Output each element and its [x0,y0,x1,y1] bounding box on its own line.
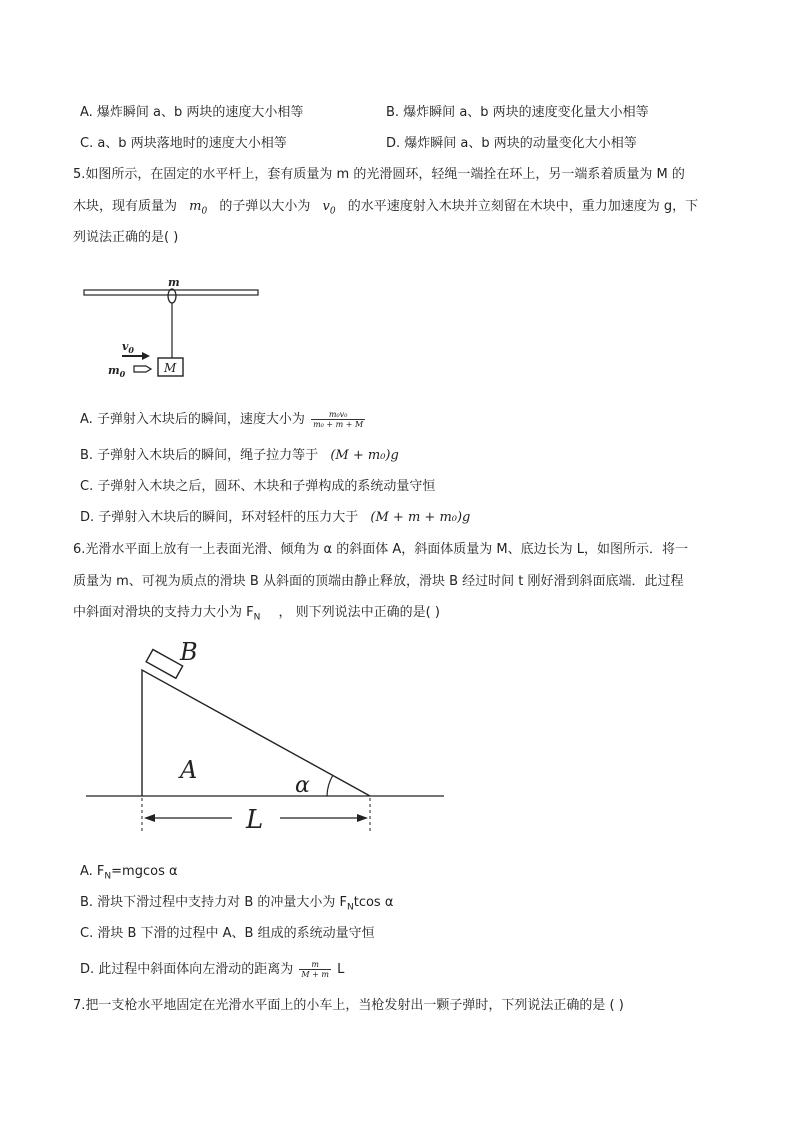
q5-stem-text-c: 的水平速度射入木块并立刻留在木块中，重力加速度为 g，下 [347,199,699,214]
dimension-arrow-left [144,814,155,822]
q7-stem: 7.把一支枪水平地固定在光滑水平面上的小车上，当枪发射出一颗子弹时，下列说法正确的是 ( ) [73,998,624,1013]
q6-option-b: B. 滑块下滑过程中支持力对 B 的冲量大小为 $F_Ntcos$ α [80,895,394,913]
q5-option-d: D. 子弹射入木块后的瞬间，环对轻杆的压力大于 (M + m + m₀)g [80,510,471,525]
q5-option-d-math: (M + m + m₀)g [370,510,471,525]
dimension-arrow-right [357,814,368,822]
angle-arc [327,775,333,796]
q5-stem-text-b: 的子弹以大小为 [219,199,311,214]
q6-option-d-fraction: $\frac{m}{M + m}$ [301,960,329,979]
velocity-arrowhead [142,352,150,360]
q5-stem-line1: 5.如图所示，在固定的水平杆上，套有质量为 m 的光滑圆环，轻绳一端拴在环上，另一端系着质量为 M 的 [73,167,685,182]
q5-option-a-fraction: $\frac{\text{m₀v₀}}{\text{m₀ + m + M}}$ [313,410,364,429]
angle-label: α [295,773,310,798]
bullet [134,366,151,372]
q6-stem-line3: 中斜面对滑块的支持力大小为 $F_N$ ， 则下列说法中正确的是( ) [73,605,440,623]
q5-stem-text-a: 木块，现有质量为 [73,199,178,214]
horizontal-rod [84,290,258,295]
q5-figure [80,270,270,385]
q6-option-d: D. 此过程中斜面体向左滑动的距离为 $\frac{m}{M + m}$ L [80,960,345,979]
q6-figure [80,636,450,841]
q4-option-b: B. 爆炸瞬间 a、b 两块的速度变化量大小相等 [386,105,649,120]
q5-option-b-math: (M + m₀)g [330,448,399,463]
base-length-label: L [246,805,264,835]
block-B-label: B [180,638,198,666]
q6-option-a: A. $F_N=mgcos$ α [80,864,178,882]
q5-m0-symbol: $m_0$ [189,199,208,217]
block-B [146,650,183,679]
q4-option-c: C. a、b 两块落地时的速度大小相等 [80,136,287,151]
q4-option-a: A. 爆炸瞬间 a、b 两块的速度大小相等 [80,105,304,120]
q6-stem-line1: 6.光滑水平面上放有一上表面光滑、倾角为 α 的斜面体 A，斜面体质量为 M、底边长为 L，如图所示．将一 [73,542,688,557]
q5-option-c: C. 子弹射入木块之后，圆环、木块和子弹构成的系统动量守恒 [80,479,436,494]
q5-stem-line3: 列说法正确的是( ) [73,230,179,245]
q5-v0-symbol: $v_0$ [322,199,336,217]
ring-label: m [168,276,180,289]
wedge-A-label: A [180,756,198,784]
velocity-label: $v_0$ [122,340,134,355]
q5-option-a: A. 子弹射入木块后的瞬间，速度大小为 $\frac{\text{m₀v₀}}{\text{m₀ + m + M}}$ [80,410,364,429]
q6-stem-line2: 质量为 m、可视为质点的滑块 B 从斜面的顶端由静止释放，滑块 B 经过时间 t 刚好滑到斜面底端．此过程 [73,574,684,589]
q6-option-c: C. 滑块 B 下滑的过程中 A、B 组成的系统动量守恒 [80,926,375,941]
q5-stem-line2 [73,198,698,221]
bullet-label: $m_0$ [108,364,126,379]
block-label: M [164,361,177,375]
q4-option-d: D. 爆炸瞬间 a、b 两块的动量变化大小相等 [386,136,637,151]
q5-option-b: B. 子弹射入木块后的瞬间，绳子拉力等于 (M + m₀)g [80,448,399,463]
wedge-A [142,670,370,796]
